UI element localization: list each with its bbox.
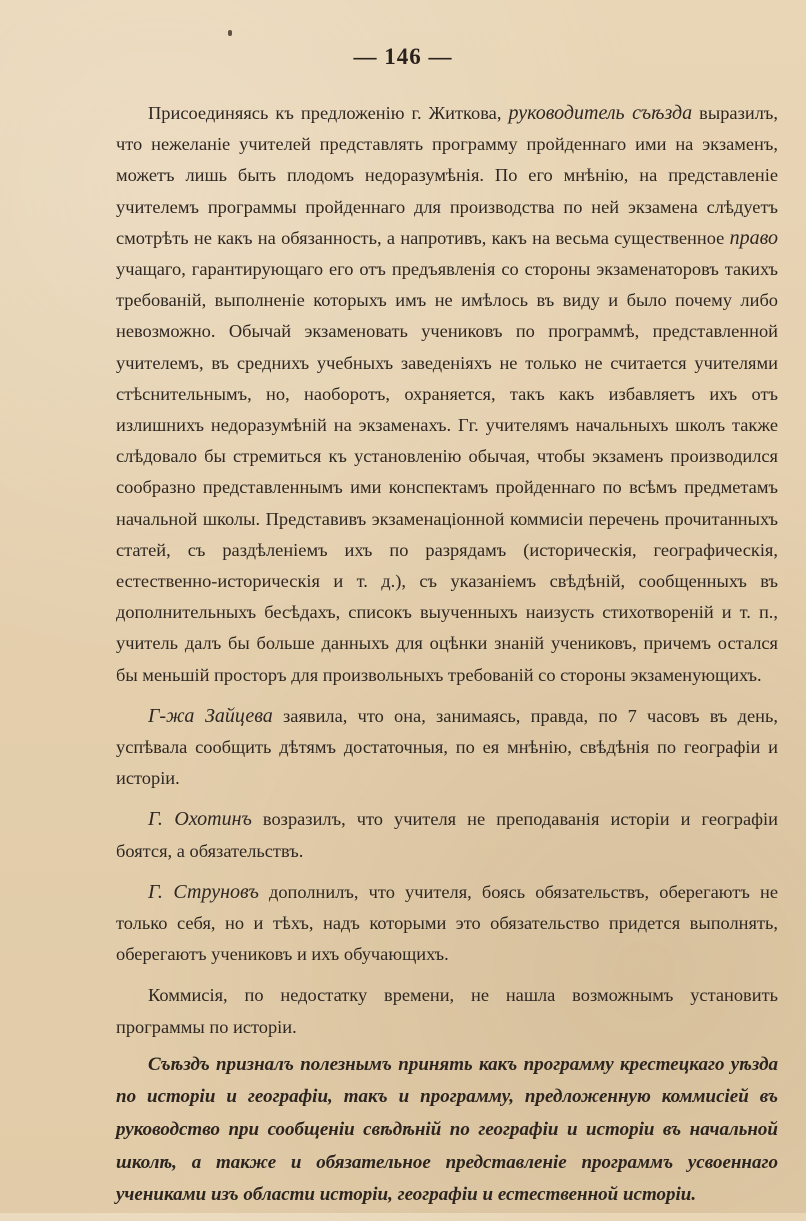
speaker-name: Г-жа Зайцева xyxy=(148,704,273,727)
paragraph-text: заявила, что она, занимаясь, правда, по 7 часовъ въ день, успѣвала сообщить дѣтямъ достаточныя, по ея мнѣнію, свѣдѣнія по географіи и исторіи. xyxy=(116,705,778,789)
resolution-text: Съѣздъ призналъ полезнымъ принять какъ программу крестецкаго уѣзда по исторіи и географіи, такъ и программу, предложенную коммисіей въ руководство при сообщеніи свѣдѣній по географіи и исторіи въ начальной школѣ, а также и обязательное представленіе программъ усвоеннаго учениками изъ области исторіи, географіи и естественной исторіи. xyxy=(116,1053,778,1206)
paragraph-commission xyxy=(116,980,778,1042)
emphasized-right-word: право xyxy=(729,226,778,249)
paragraph-zhitkov-proposal xyxy=(116,98,778,691)
ink-speck xyxy=(228,30,232,36)
paragraph-text: дополнилъ, что учителя, боясь обязательствъ, оберегаютъ не только себя, но и тѣхъ, надъ которыми это обязательство придется выполнять, оберегаютъ учениковъ и ихъ обучающихъ. xyxy=(116,881,778,965)
paragraph-resolution xyxy=(116,1049,778,1212)
speaker-name: Г. Охотинъ xyxy=(148,808,252,831)
paragraph-okhotin xyxy=(116,804,778,866)
paragraph-text: учащаго, гарантирующаго его отъ предъявленія со стороны экзаменаторовъ такихъ требованій, выполненіе которыхъ имъ не имѣлось въ виду и было почему либо невозможно. Обычай экзаменовать учениковъ по программѣ, представленной учителемъ, въ среднихъ учебныхъ заведеніяхъ не только не считается учителями стѣснительнымъ, но, наоборотъ, охраняется, такъ какъ избавляетъ ихъ отъ излишнихъ недоразумѣній на экзаменахъ. Гг. учителямъ начальныхъ школъ также слѣдовало бы стремиться къ установленію обычая, чтобы экзаменъ производился сообразно представленнымъ ими конспектамъ пройденнаго по всѣмъ предметамъ начальной школы. Представивъ экзаменаціонной коммисіи перечень прочитанныхъ статей, съ раздѣленіемъ ихъ по разрядамъ (историческія, географическія, естественно-историческія и т. д.), съ указаніемъ свѣдѣній, сообщенныхъ въ дополнительныхъ бесѣдахъ, списокъ выученныхъ наизусть стихотвореній и т. п., учитель далъ бы больше данныхъ для оцѣнки знаній учениковъ, причемъ остался бы меньшій просторъ для произвольныхъ требованій со стороны экзаменующихъ. xyxy=(116,259,778,685)
paragraph-text: Присоединяясь къ предложенію г. Житкова, xyxy=(148,103,509,123)
body-text xyxy=(116,98,778,1221)
paragraph-text: Коммисія, по недостатку времени, не нашла возможнымъ установить программы по исторіи. xyxy=(116,985,778,1037)
paragraph-zaytseva xyxy=(116,701,778,795)
speaker-name: Г. Струновъ xyxy=(148,880,259,903)
paragraph-strunov xyxy=(116,877,778,971)
paragraph-text: возразилъ, что учителя не преподаванія исторіи и географіи боятся, а обязательствъ. xyxy=(116,809,778,861)
page-number: — 146 — xyxy=(353,44,453,69)
congress-leader-label: руководитель съѣзда xyxy=(508,102,693,124)
paragraph-text: выразилъ, что нежеланіе учителей представлять программу пройденнаго ими на экзаменъ, можетъ лишь быть плодомъ недоразумѣнія. По его мнѣнію, на представленіе учителемъ программы пройденнаго для производства по ней экзамена слѣдуетъ смотрѣть не какъ на обязанность, а напротивъ, какъ на весьма существенное xyxy=(116,103,778,248)
